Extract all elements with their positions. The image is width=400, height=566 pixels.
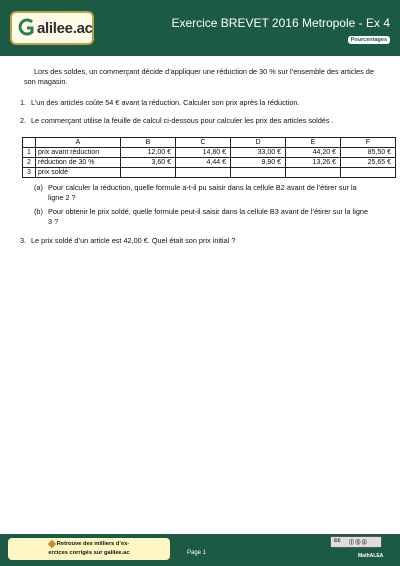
table-header-cell: C: [176, 138, 231, 148]
creative-commons-badge[interactable]: [330, 536, 382, 548]
cc-logo-icon: cc: [334, 538, 341, 544]
table-header-cell: E: [286, 138, 341, 148]
table-cell: 13,26 €: [286, 158, 341, 168]
table-cell: [231, 168, 286, 178]
question-text: Pour calculer la réduction, quelle formule a-t-il pu saisir dans la cellule B2 avant de l’étirer sur la ligne 2 ?: [48, 183, 357, 202]
table-cell: 85,50 €: [341, 148, 396, 158]
question-number: 1.: [20, 98, 27, 107]
galilee-logo[interactable]: [10, 11, 94, 45]
exercise-intro: Lors des soldes, un commerçant décide d’appliquer une réduction de 30 % sur l’ensemble des articles de son magasin.: [24, 67, 374, 86]
table-header-cell: D: [231, 138, 286, 148]
table-header-cell: [23, 138, 36, 148]
g-logo-icon: [18, 17, 36, 39]
question-number: 3.: [20, 236, 27, 245]
spreadsheet-table: [22, 137, 396, 178]
logo-text: alilee.ac: [37, 20, 93, 37]
table-cell: 44,20 €: [286, 148, 341, 158]
table-cell: prix avant réduction: [36, 148, 121, 158]
question-number: (b): [34, 207, 43, 216]
table-cell: 25,65 €: [341, 158, 396, 168]
table-cell: 4,44 €: [176, 158, 231, 168]
table-cell: [176, 168, 231, 178]
question-number: (a): [34, 183, 43, 192]
table-header-cell: B: [121, 138, 176, 148]
license-icons: Ⓘ Ⓢ Ⓐ: [349, 540, 367, 546]
topic-badge[interactable]: Pourcentages: [348, 36, 390, 44]
promo-line-1: Retrouve des milliers d’ex-: [8, 540, 170, 549]
table-row: [23, 148, 396, 158]
row-number: 1: [23, 148, 36, 158]
table-cell: [341, 168, 396, 178]
question-text: Le prix soldé d’un article est 42,00 €. Quel était son prix initial ?: [31, 236, 236, 245]
table-cell: [286, 168, 341, 178]
question-text: L’un des articles coûte 54 € avant la réduction. Calculer son prix après la réduction.: [31, 98, 300, 107]
table-header-cell: F: [341, 138, 396, 148]
table-header-row: [23, 138, 396, 148]
question-number: 2.: [20, 116, 27, 125]
table-cell: 33,00 €: [231, 148, 286, 158]
row-number: 3: [23, 168, 36, 178]
page-number: Page 1: [187, 550, 207, 556]
row-number: 2: [23, 158, 36, 168]
table-cell: 14,80 €: [176, 148, 231, 158]
question-text: Pour obtenir le prix soldé, quelle formule peut-il saisir dans la cellule B3 avant de l’étirer sur la ligne 3 ?: [48, 207, 369, 226]
promo-banner[interactable]: [8, 538, 170, 560]
table-cell: prix soldé: [36, 168, 121, 178]
table-cell: 12,00 €: [121, 148, 176, 158]
table-cell: 3,60 €: [121, 158, 176, 168]
pencil-icon: [48, 539, 56, 547]
table-cell: réduction de 30 %: [36, 158, 121, 168]
table-row: [23, 158, 396, 168]
promo-line-2: ercices corrigés sur galilee.ac: [48, 550, 130, 556]
mathalea-brand: MathALEA: [358, 553, 384, 559]
table-header-cell: A: [36, 138, 121, 148]
table-cell: [121, 168, 176, 178]
table-cell: 9,90 €: [231, 158, 286, 168]
question-text: Le commerçant utilise la feuille de calcul ci-dessous pour calculer les prix des articles soldés .: [31, 116, 334, 125]
page-title: Exercice BREVET 2016 Metropole - Ex 4: [171, 16, 390, 30]
table-row: [23, 168, 396, 178]
